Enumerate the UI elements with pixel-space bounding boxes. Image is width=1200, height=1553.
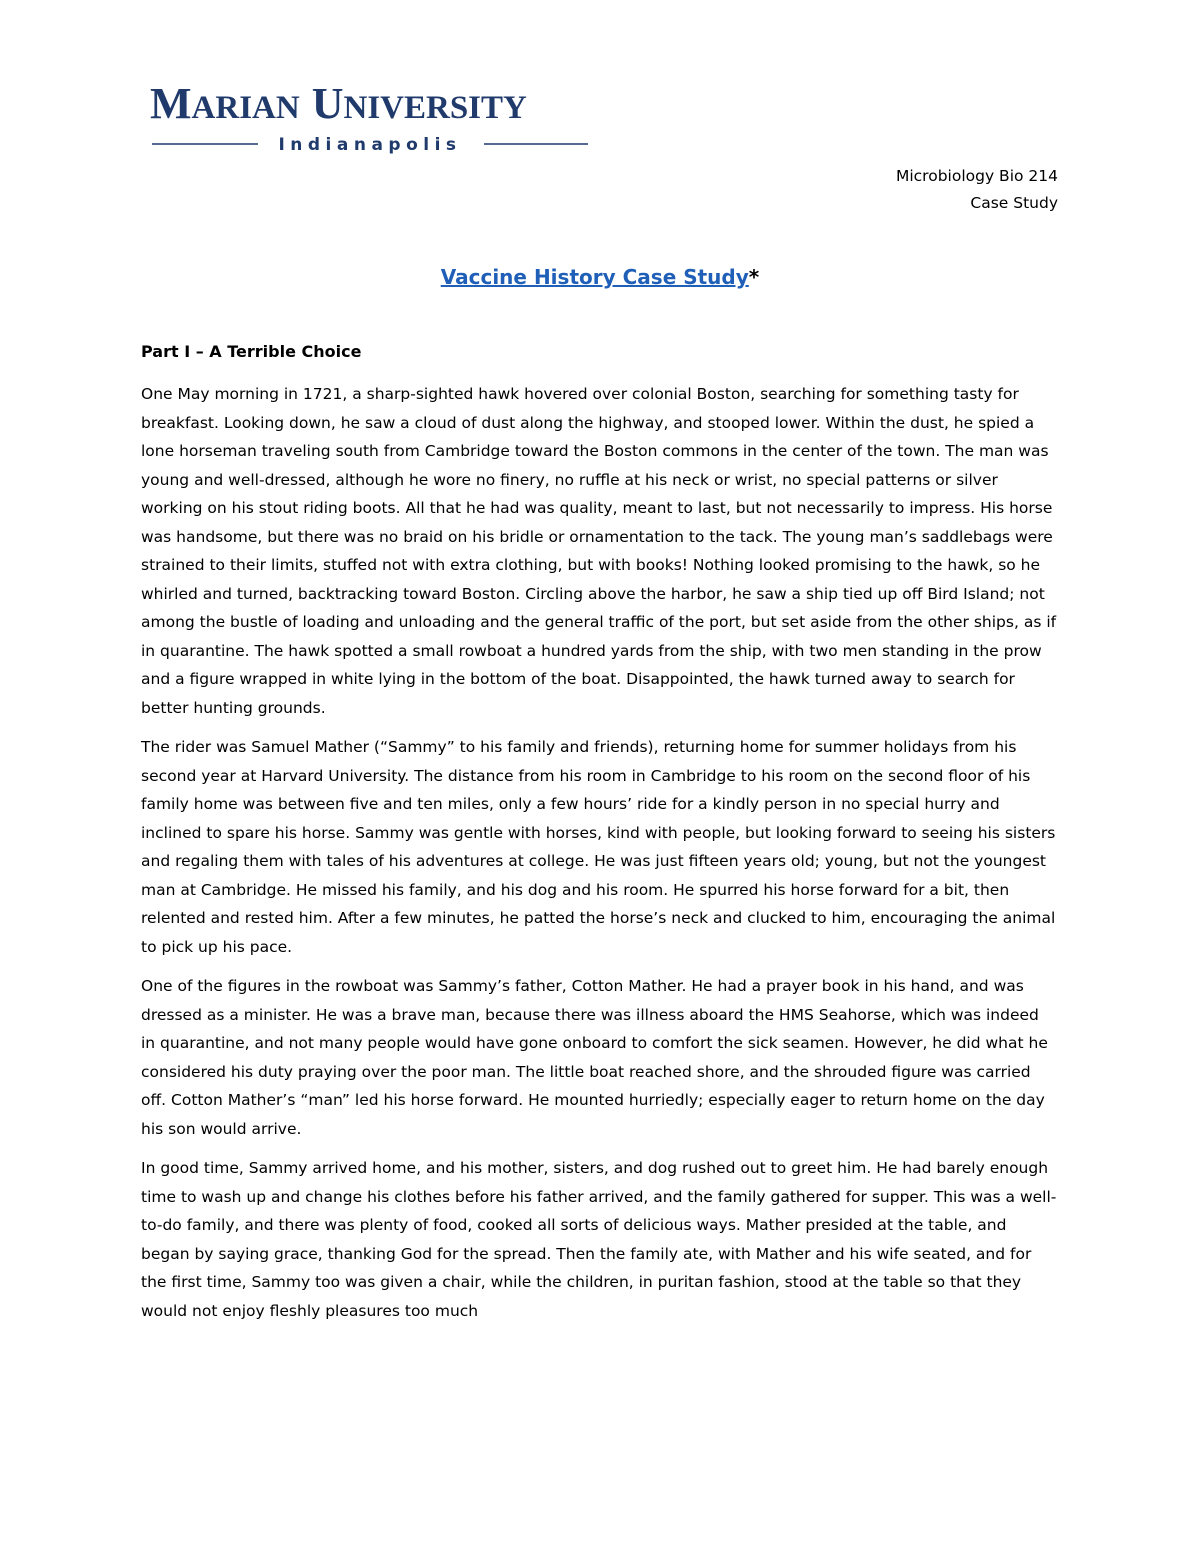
paragraph: One of the figures in the rowboat was Sammy’s father, Cotton Mather. He had a prayer book in his hand, and was dressed as a minister. He was a brave man, because there was illness aboard the HMS Seahorse, which was indeed in quarantine, and not many people would have gone onboard to comfort the sick seamen. However, he did what he considered his duty praying over the poor man. The little boat reached shore, and the shrouded figure was carried off. Cotton Mather’s “man” led his horse forward. He mounted hurriedly; especially eager to return home on the day his son would arrive. (141, 977, 1048, 1138)
paragraph: In good time, Sammy arrived home, and his mother, sisters, and dog rushed out to greet him. He had barely enough time to wash up and change his clothes before his father arrived, and the family gathered for supper. This was a well-to-do family, and there was plenty of food, cooked all sorts of delicious ways. Mather presided at the table, and began by saying grace, thanking God for the spread. Then the family ate, with Mather and his wife seated, and for the first time, Sammy too was given a chair, while the children, in puritan fashion, stood at the table so that they would not enjoy fleshly pleasures too much (141, 1159, 1057, 1320)
paragraph: One May morning in 1721, a sharp-sighted hawk hovered over colonial Boston, searching for something tasty for breakfast. Looking down, he saw a cloud of dust along the highway, and stooped lower. Within the dust, he spied a lone horseman traveling south from Cambridge toward the Boston commons in the center of the town. The man was young and well-dressed, although he wore no finery, no ruffle at his neck or wrist, no special patterns or silver working on his stout riding boots. All that he had was quality, meant to last, but not necessarily to impress. His horse was handsome, but there was no braid on his bridle or ornamentation to the tack. The young man’s saddlebags were strained to their limits, stuffed not with extra clothing, but with books! Nothing looked promising to the hawk, so he whirled and turned, backtracking toward Boston. Circling above the harbor, he saw a ship tied up off Bird Island; not among the bustle of loading and unloading and the general traffic of the port, but set aside from the other ships, as if in quarantine. The hawk spotted a small rowboat a hundred yards from the ship, with two men standing in the prow and a figure wrapped in white lying in the bottom of the boat. Disappointed, the hawk turned away to search for better hunting grounds. (141, 385, 1057, 717)
title-link[interactable]: Vaccine History Case Study (440, 265, 749, 289)
course-name: Microbiology Bio 214 (895, 167, 1058, 185)
logo-city-text: Indianapolis (278, 135, 462, 155)
marian-university-logo-graphic (150, 82, 590, 156)
title-asterisk: * (748, 265, 760, 289)
document-body (141, 338, 1057, 1336)
document-title (0, 263, 1200, 291)
section-heading: Part I – A Terrible Choice (141, 342, 362, 361)
university-logo (150, 82, 590, 156)
logo-name-line: MARIAN UNIVERSITY (150, 82, 527, 128)
paragraph: The rider was Samuel Mather (“Sammy” to his family and friends), returning home for summer holidays from his second year at Harvard University. The distance from his room in Cambridge to his room on the second floor of his family home was between five and ten miles, only a few hours’ ride for a kindly person in no special hurry and inclined to spare his horse. Sammy was gentle with horses, kind with people, but looking forward to seeing his sisters and regaling them with tales of his adventures at college. He was just fifteen years old; young, but not the youngest man at Cambridge. He missed his family, and his dog and his room. He spurred his horse forward for a bit, then relented and rested him. After a few minutes, he patted the horse’s neck and clucked to him, encouraging the animal to pick up his pace. (141, 738, 1056, 956)
course-info-block (896, 163, 1058, 217)
document-type: Case Study (970, 194, 1058, 212)
